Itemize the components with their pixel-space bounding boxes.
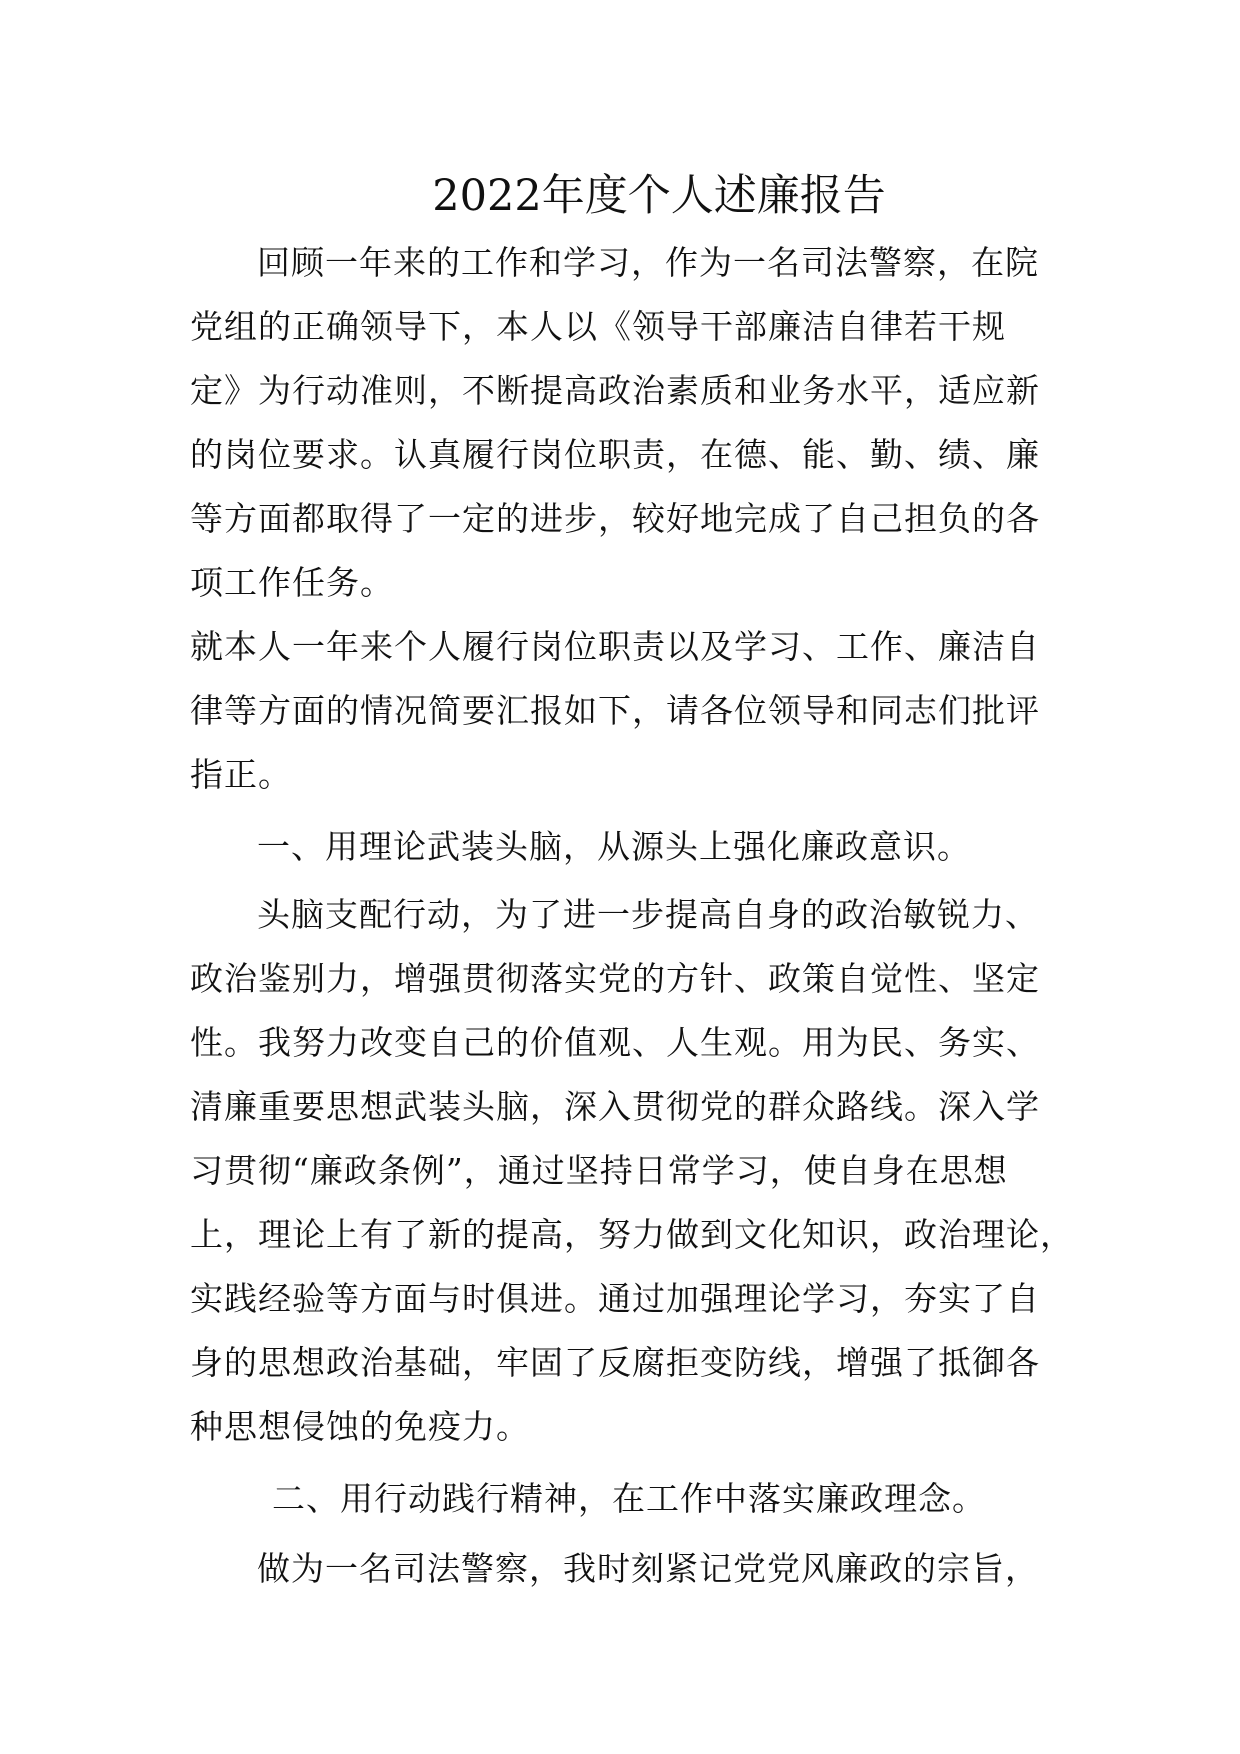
paragraph-line: 种思想侵蚀的免疫力。 [190,1407,530,1446]
page-title: 2022年度个人述廉报告 [432,171,886,221]
paragraph-line: 政治鉴别力，增强贯彻落实党的方针、政策自觉性、坚定 [190,959,1040,998]
paragraph-line: 等方面都取得了一定的进步，较好地完成了自己担负的各 [190,499,1040,538]
paragraph-line: 党组的正确领导下，本人以《领导干部廉洁自律若干规 [190,307,1006,346]
paragraph-line: 律等方面的情况简要汇报如下，请各位领导和同志们批评 [190,691,1040,730]
paragraph-line: 定》为行动准则，不断提高政治素质和业务水平，适应新 [190,371,1040,410]
paragraph-line: 做为一名司法警察，我时刻紧记党党风廉政的宗旨， [257,1549,1039,1588]
paragraph-line: 的岗位要求。认真履行岗位职责，在德、能、勤、绩、廉 [190,435,1040,474]
paragraph-line: 回顾一年来的工作和学习，作为一名司法警察，在院 [257,243,1039,282]
paragraph-line: 就本人一年来个人履行岗位职责以及学习、工作、廉洁自 [190,627,1040,666]
paragraph-line: 清廉重要思想武装头脑，深入贯彻党的群众路线。深入学 [190,1087,1040,1126]
section-heading: 一、用理论武装头脑，从源头上强化廉政意识。 [257,827,971,866]
paragraph-line: 项工作任务。 [190,563,394,602]
paragraph-line: 实践经验等方面与时俱进。通过加强理论学习，夯实了自 [190,1279,1040,1318]
paragraph-line: 上，理论上有了新的提高，努力做到文化知识，政治理论， [190,1215,1074,1254]
section-heading: 二、用行动践行精神，在工作中落实廉政理念。 [272,1479,986,1518]
paragraph-line: 身的思想政治基础，牢固了反腐拒变防线，增强了抵御各 [190,1343,1040,1382]
paragraph-line: 性。我努力改变自己的价值观、人生观。用为民、务实、 [190,1023,1040,1062]
paragraph-line: 指正。 [190,755,292,794]
paragraph-line: 头脑支配行动，为了进一步提高自身的政治敏锐力、 [257,895,1039,934]
paragraph-line: 习贯彻“廉政条例”，通过坚持日常学习，使自身在思想 [190,1151,1008,1190]
